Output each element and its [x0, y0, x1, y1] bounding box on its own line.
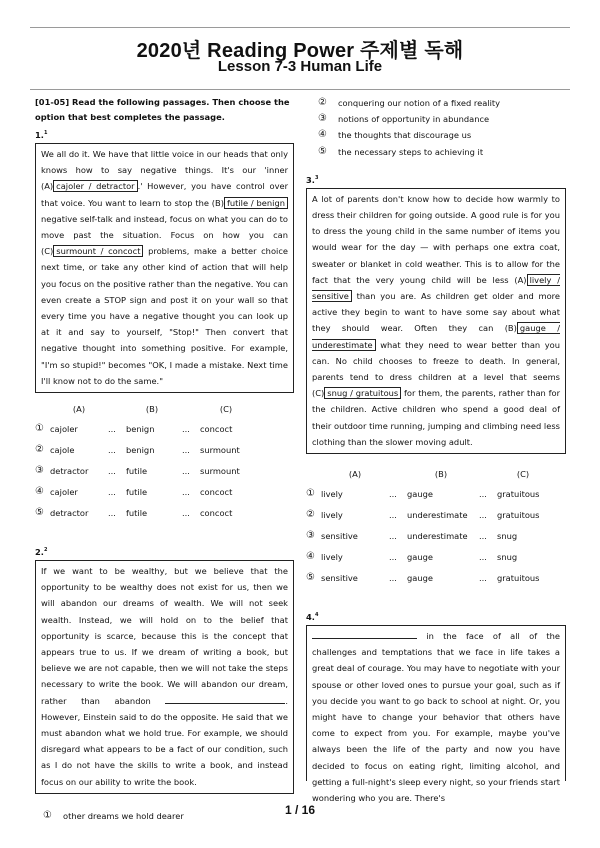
instructions: [01-05] Read the following passages. Then choose the option that best completes the passage.	[35, 97, 290, 122]
choice-item[interactable]: ① other dreams we hold dearer	[43, 809, 184, 821]
question-3-choices: (A) (B) (C) ① lively ... gauge ... gratuitous ② lively ... underestimate ... gratuitous ③ sensitive ... underestimate ... snug ④ lively ... gauge ... snug ⑤ sensitive ... gauge ... gratuitous	[306, 464, 553, 589]
choice-item[interactable]: ② conquering our notion of a fixed reality	[318, 97, 501, 108]
option-box-b: futile / benign	[224, 197, 288, 209]
question-2-passage: If we want to be wealthy, but we believe that the opportunity to be wealthy does not exist for us, then we will abandon our dreams of wealth. We will not seek wealth. Instead, we will hold on to the belief that opportunity is scarce, because this is the concept that appears true to us. If we dream of writing a book, but believe we are not capable, then we will not take the steps necessary to write the book. We will abandon our dream, rather than abandon . However, Einstein said to do the opposite. He said that we must abandon what we hold true. For example, we should disregard what appears to be a fact of our condition, such as I do not have the skills to write a book, and instead focus on our ability to write the book.	[35, 560, 294, 794]
choice-row[interactable]: ② lively ... underestimate ... gratuitous	[306, 509, 540, 521]
choice-row[interactable]: ④ cajoler ... futile ... concoct	[35, 486, 233, 498]
choice-item[interactable]: ③ notions of opportunity in abundance	[318, 113, 490, 125]
question-4-passage: in the face of all of the challenges and temptations that we face in life takes a great deal of courage. You may have to negotiate with your spouse or other loved ones to pursue your goal, such as if you decide you want to go back to school at night. Or, you might have to change your behavior that others have come to expect from you. For example, maybe you've always been the life of the party and now you have decided to focus on eating right, limiting alcohol, and getting a full-night's sleep every night, so your friends start wondering who you are. There's	[306, 625, 566, 781]
answer-blank	[312, 629, 417, 639]
choice-item[interactable]: ⑤ the necessary steps to achieving it	[318, 145, 484, 157]
question-3-passage: A lot of parents don't know how to decide how warmly to dress their children for going outside. A good rule is for you to dress the young child in the same number of items you would wear for the day — with perhaps one extra coat, sweater or blanket in cold weather. This is to allow for the fact that the very young child will be less (A) lively / sensitive than you are. As children get older and more active they begin to want to have some say about what they should wear. Often they can (B) gauge / underestimate what they need to wear better than you can. No child chooses to freeze to death. In general, parents tend to dress children at a level that seems (C) snug / gratuitous for them, the parents, rather than for the children. Active children who spend a good deal of their outdoor time running, jumping and climbing need less clothing than the slower moving adult.	[306, 188, 566, 454]
option-box-c: surmount / concoct	[53, 245, 143, 257]
right-column	[306, 95, 566, 803]
question-2-label: 2.$^2$	[35, 546, 48, 557]
page-subtitle: Lesson 7-3 Human Life	[217, 58, 383, 75]
option-box-c: snug / gratuitous	[324, 387, 401, 399]
choice-row[interactable]: ④ lively ... gauge ... snug	[306, 551, 518, 563]
question-1-choices: (A) (B) (C) ① cajoler ... benign ... concoct ② cajole ... benign ... surmount ③ detractor ... futile ... surmount ④ cajoler ... futile ... concoct ⑤ detractor ... futile ... concoct	[35, 399, 256, 524]
choice-row[interactable]: ⑤ sensitive ... gauge ... gratuitous	[306, 572, 540, 584]
page-number: 1 / 16	[284, 803, 316, 817]
question-1-passage: We all do it. We have that little voice in our heads that only knows how to say negative things. It's our 'inner (A) cajoler / detractor .' However, you have control over that voice. You want to learn to stop the (B) futile / benign negative self-talk and instead, focus on what you can do to move past the situation. Focus on how you can (C) surmount / concoct problems, make a better choice next time, or take any other kind of action that will help you focus on the positive rather than the negative. You can even create a STOP sign and post it on your wall so that every time you have a negative thought you can look up at it and say to yourself, "Stop!" Then convert that negative thought into something positive. For example, "I'm so stupid!" becomes "OK, I made a mistake. Next time I'll know not to do the same."	[35, 143, 294, 393]
choice-row[interactable]: ② cajole ... benign ... surmount	[35, 444, 240, 456]
left-column	[35, 95, 294, 824]
choice-row[interactable]: ③ detractor ... futile ... surmount	[35, 465, 240, 477]
top-rule	[30, 27, 570, 28]
answer-blank	[165, 694, 285, 704]
question-3-label: 3.$^3$	[306, 174, 319, 185]
choice-row[interactable]: ① cajoler ... benign ... concoct	[35, 423, 233, 435]
choice-row[interactable]: ⑤ detractor ... futile ... concoct	[35, 507, 233, 519]
header-rule	[30, 89, 570, 90]
question-1-label: 1.$^1$	[35, 129, 48, 140]
choice-item[interactable]: ④ the thoughts that discourage us	[318, 129, 472, 141]
choice-row[interactable]: ③ sensitive ... underestimate ... snug	[306, 530, 518, 542]
option-box-a: cajoler / detractor	[53, 180, 137, 192]
choice-row[interactable]: ① lively ... gauge ... gratuitous	[306, 488, 540, 500]
page-title: 2020년 Reading Power 주제별 독해	[136, 40, 464, 62]
option-box-a: lively / sensitive	[312, 274, 560, 301]
question-4-label: 4.$^4$	[306, 611, 319, 622]
question-2-choices-cont	[306, 95, 566, 160]
option-box-b: gauge / underestimate	[312, 323, 560, 350]
